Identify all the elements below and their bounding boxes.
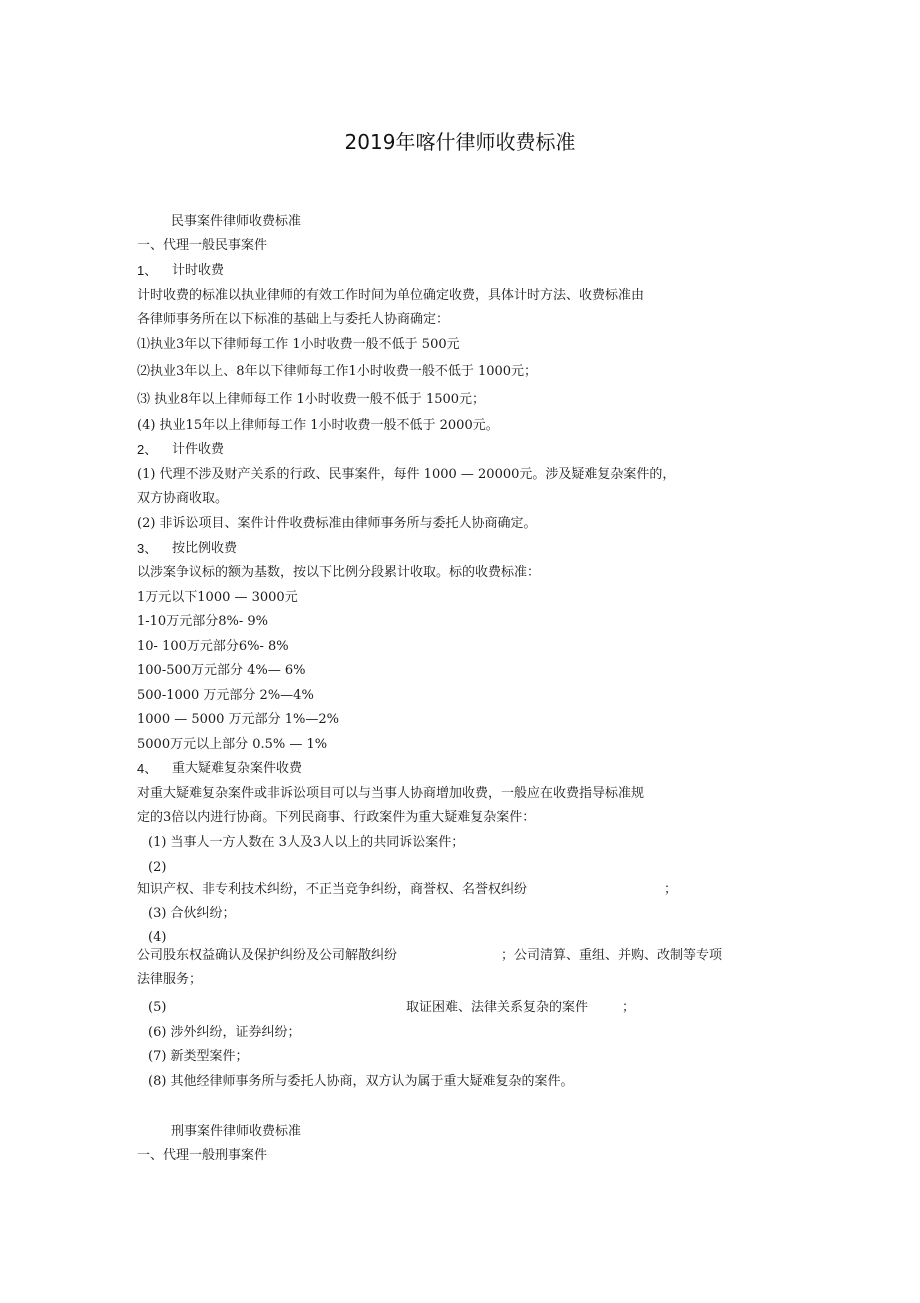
s1-rate-item: ⑴执业3年以下律师每工作 1小时收费一般不低于 500元	[137, 337, 460, 352]
civil-section-heading: 民事案件律师收费标准	[171, 214, 302, 229]
s4-item-4-line-2: 法律服务；	[137, 972, 203, 987]
s1-number: 1、	[137, 263, 158, 278]
s3-tier: 10- 100万元部分6%- 8%	[137, 639, 289, 654]
s4-item-1: (1) 当事人一方人数在 3人及3人以上的共同诉讼案件；	[148, 835, 465, 850]
s1-description-line: 各律师事务所在以下标准的基础上与委托人协商确定：	[137, 312, 450, 327]
s4-item-7: (7) 新类型案件；	[148, 1049, 249, 1064]
s1-rate-item: ⑶ 执业8年以上律师每工作 1小时收费一般不低于 1500元；	[137, 392, 486, 407]
s2-item-1-continuation: 双方协商收取。	[137, 491, 229, 506]
s3-tier: 1000 — 5000 万元部分 1%—2%	[137, 712, 339, 727]
s1-description-line: 计时收费的标准以执业律师的有效工作时间为单位确定收费，具体计时方法、收费标准由	[137, 288, 645, 303]
s4-number: 4、	[137, 761, 158, 776]
s4-item-4-continuation: ；公司清算、重组、并购、改制等专项	[501, 948, 723, 963]
s4-item-3: (3) 合伙纠纷；	[148, 906, 236, 921]
s4-item-2-number: (2)	[148, 860, 167, 875]
s4-item-5-text: 取证困难、法律关系复杂的案件	[406, 1000, 589, 1015]
s4-item-4-number: (4)	[148, 930, 167, 945]
s2-item-1: (1) 代理不涉及财产关系的行政、民事案件，每件 1000 — 20000元。涉及疑难复杂案件的，	[137, 467, 676, 482]
civil-part-1-heading: 一、代理一般民事案件	[137, 238, 268, 253]
criminal-section-heading: 刑事案件律师收费标准	[171, 1124, 302, 1139]
s4-description-line: 对重大疑难复杂案件或非诉讼项目可以与当事人协商增加收费，一般应在收费指导标准规	[137, 786, 645, 801]
s3-tier: 1万元以下1000 — 3000元	[137, 590, 298, 605]
s4-item-4-text: 公司股东权益确认及保护纠纷及公司解散纠纷	[137, 948, 398, 963]
s4-item-5-end: ；	[622, 1000, 636, 1015]
s1-label: 计时收费	[172, 263, 225, 278]
s2-item-2: (2) 非诉讼项目、案件计件收费标准由律师事务所与委托人协商确定。	[137, 516, 537, 531]
document-title: 2019年喀什律师收费标准	[344, 130, 576, 154]
s3-tier: 5000万元以上部分 0.5% — 1%	[137, 737, 328, 752]
s3-description: 以涉案争议标的额为基数，按以下比例分段累计收取。标的收费标准：	[137, 565, 541, 580]
s3-tier: 1-10万元部分8%- 9%	[137, 614, 268, 629]
s2-number: 2、	[137, 442, 158, 457]
s3-tier: 500-1000 万元部分 2%—4%	[137, 688, 314, 703]
s4-label: 重大疑难复杂案件收费	[172, 761, 303, 776]
s4-item-8: (8) 其他经律师事务所与委托人协商，双方认为属于重大疑难复杂的案件。	[148, 1074, 574, 1089]
s3-label: 按比例收费	[172, 541, 238, 556]
s4-item-5-number: (5)	[148, 1000, 167, 1015]
s3-number: 3、	[137, 541, 158, 556]
s1-rate-item: (4) 执业15年以上律师每工作 1小时收费一般不低于 2000元。	[137, 418, 499, 433]
s2-label: 计件收费	[172, 442, 225, 457]
s1-rate-item: ⑵执业3年以上、8年以下律师每工作1小时收费一般不低于 1000元；	[137, 364, 538, 379]
s3-tier: 100-500万元部分 4%— 6%	[137, 663, 306, 678]
criminal-part-1-heading: 一、代理一般刑事案件	[137, 1148, 268, 1163]
s4-item-2-end: ；	[664, 882, 678, 897]
s4-description-line: 定的3倍以内进行协商。下列民商事、行政案件为重大疑难复杂案件：	[137, 810, 536, 825]
s4-item-2-text: 知识产权、非专利技术纠纷，不正当竞争纠纷，商誉权、名誉权纠纷	[137, 882, 528, 897]
s4-item-6: (6) 涉外纠纷，证券纠纷；	[148, 1025, 301, 1040]
